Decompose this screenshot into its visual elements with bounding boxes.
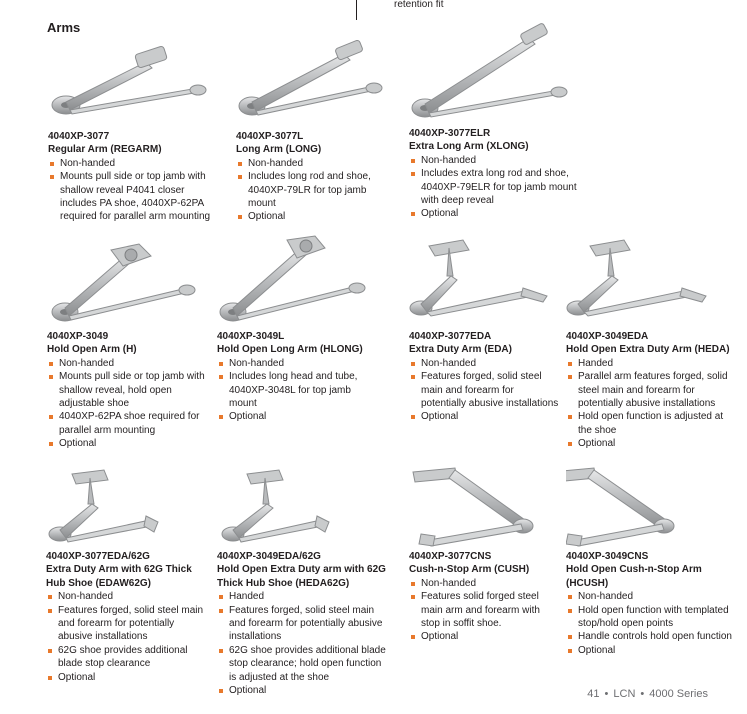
- extra-duty-arm-illustration: [409, 236, 559, 328]
- product-card: [409, 236, 564, 441]
- divider-line: [356, 0, 357, 20]
- footer-separator: •: [640, 688, 645, 700]
- page-number: 41: [587, 688, 600, 700]
- feature-item: Non-handed: [409, 154, 584, 167]
- product-code: 4040XP-3077EDA/62G: [46, 551, 150, 562]
- feature-item: Optional: [566, 437, 738, 450]
- feature-list: [409, 154, 584, 221]
- feature-item: Optional: [217, 410, 377, 423]
- feature-list: [409, 357, 559, 424]
- feature-item: Non-handed: [46, 590, 211, 603]
- product-code: 4040XP-3077ELR: [409, 128, 491, 139]
- page-footer: [587, 688, 708, 700]
- feature-list: [566, 357, 738, 451]
- product-code: 4040XP-3049EDA: [566, 331, 649, 342]
- feature-list: [409, 577, 557, 644]
- feature-list: [566, 590, 734, 657]
- product-code: 4040XP-3049: [47, 331, 109, 342]
- feature-item: Non-handed: [48, 157, 218, 170]
- feature-item: Optional: [409, 207, 584, 220]
- feature-item: Handed: [566, 357, 738, 370]
- product-name: Extra Duty Arm with 62G Thick Hub Shoe (EDAW62G): [46, 564, 192, 589]
- feature-item: Features solid forged steel main arm and forearm with stop in soffit shoe.: [409, 590, 557, 630]
- feature-item: Optional: [409, 630, 557, 643]
- feature-item: Features forged, solid steel main and forearm for potentially abusive installations: [217, 604, 389, 644]
- feature-item: Non-handed: [236, 157, 396, 170]
- feature-item: Non-handed: [217, 357, 377, 370]
- section-title: Arms: [47, 20, 81, 35]
- product-code: 4040XP-3077L: [236, 131, 304, 142]
- extra-long-arm-illustration: [409, 20, 579, 125]
- feature-item: Hold open function is adjusted at the shoe: [566, 410, 738, 437]
- feature-list: [48, 157, 218, 224]
- product-card: [566, 462, 736, 677]
- product-name: Hold Open Extra Duty arm with 62G Thick Hub Shoe (HEDA62G): [217, 564, 386, 589]
- feature-item: Handed: [217, 590, 389, 603]
- product-code: 4040XP-3049L: [217, 331, 285, 342]
- product-card: [409, 20, 589, 230]
- feature-list: [217, 357, 377, 424]
- product-code: 4040XP-3077CNS: [409, 551, 492, 562]
- product-card: [46, 468, 211, 688]
- product-card: [566, 236, 741, 456]
- extra-duty-arm-62g-illustration: [46, 468, 196, 550]
- feature-item: Handle controls hold open function: [566, 630, 734, 643]
- feature-item: Parallel arm features forged, solid steel main and forearm for potentially abusive installations: [566, 370, 738, 410]
- feature-list: [46, 590, 211, 684]
- hold-open-cush-n-stop-arm-illustration: [566, 462, 706, 548]
- feature-item: 62G shoe provides additional blade stop clearance: [46, 644, 211, 671]
- product-name: Hold Open Long Arm (HLONG): [217, 344, 363, 356]
- product-name: Cush-n-Stop Arm (CUSH): [409, 564, 530, 576]
- regular-arm-illustration: [48, 40, 208, 125]
- product-card: [236, 40, 401, 235]
- product-card: [47, 228, 212, 448]
- footer-separator: •: [604, 688, 609, 700]
- feature-item: Features forged, solid steel main and forearm for potentially abusive installations: [409, 370, 559, 410]
- feature-item: Features forged, solid steel main and forearm for potentially abusive installations: [46, 604, 211, 644]
- feature-item: 62G shoe provides additional blade stop clearance; hold open function is adjusted at the shoe: [217, 644, 389, 684]
- feature-item: Mounts pull side or top jamb with shallow reveal P4041 closer includes PA shoe, 4040XP-62PA required for parallel arm mounting: [48, 170, 218, 224]
- brand-name: LCN: [613, 688, 636, 700]
- hold-open-extra-duty-arm-62g-illustration: [217, 468, 367, 550]
- product-card: [217, 228, 382, 428]
- product-name: Long Arm (LONG): [236, 144, 322, 156]
- hold-open-long-arm-illustration: [217, 228, 377, 328]
- product-name: Extra Duty Arm (EDA): [409, 344, 512, 356]
- product-code: 4040XP-3049CNS: [566, 551, 649, 562]
- feature-item: Hold open function with templated stop/hold open points: [566, 604, 734, 631]
- feature-item: Non-handed: [47, 357, 212, 370]
- feature-item: Optional: [47, 437, 212, 450]
- product-name: Hold Open Cush-n-Stop Arm (HCUSH): [566, 564, 702, 589]
- long-arm-illustration: [236, 40, 396, 125]
- feature-item: Mounts pull side or top jamb with shallow reveal, hold open adjustable shoe: [47, 370, 212, 410]
- feature-item: 4040XP-62PA shoe required for parallel arm mounting: [47, 410, 212, 437]
- feature-item: Optional: [409, 410, 559, 423]
- feature-item: Optional: [217, 684, 389, 697]
- product-code: 4040XP-3077: [48, 131, 110, 142]
- feature-item: Non-handed: [566, 590, 734, 603]
- cush-n-stop-arm-illustration: [409, 462, 549, 548]
- hold-open-extra-duty-arm-illustration: [566, 236, 716, 328]
- feature-item: Non-handed: [409, 357, 559, 370]
- feature-item: Non-handed: [409, 577, 557, 590]
- product-card: [48, 40, 218, 235]
- feature-item: Optional: [236, 210, 396, 223]
- feature-list: [47, 357, 212, 451]
- feature-item: Optional: [46, 671, 211, 684]
- feature-item: Includes long rod and shoe, 4040XP-79LR for top jamb mount: [236, 170, 396, 210]
- product-name: Regular Arm (REGARM): [48, 144, 162, 156]
- product-name: Extra Long Arm (XLONG): [409, 141, 529, 153]
- feature-item: Includes extra long rod and shoe, 4040XP-79ELR for top jamb mount with deep reveal: [409, 167, 584, 207]
- product-code: 4040XP-3049EDA/62G: [217, 551, 321, 562]
- top-note: retention fit: [394, 0, 444, 10]
- series-name: 4000 Series: [649, 688, 708, 700]
- product-card: [409, 462, 559, 652]
- feature-list: [236, 157, 396, 224]
- feature-item: Optional: [566, 644, 734, 657]
- product-name: Hold Open Arm (H): [47, 344, 137, 356]
- feature-item: Includes long head and tube, 4040XP-3048L for top jamb mount: [217, 370, 377, 410]
- product-name: Hold Open Extra Duty Arm (HEDA): [566, 344, 730, 356]
- hold-open-arm-illustration: [47, 228, 207, 328]
- product-code: 4040XP-3077EDA: [409, 331, 492, 342]
- product-card: [217, 468, 392, 698]
- feature-list: [217, 590, 389, 697]
